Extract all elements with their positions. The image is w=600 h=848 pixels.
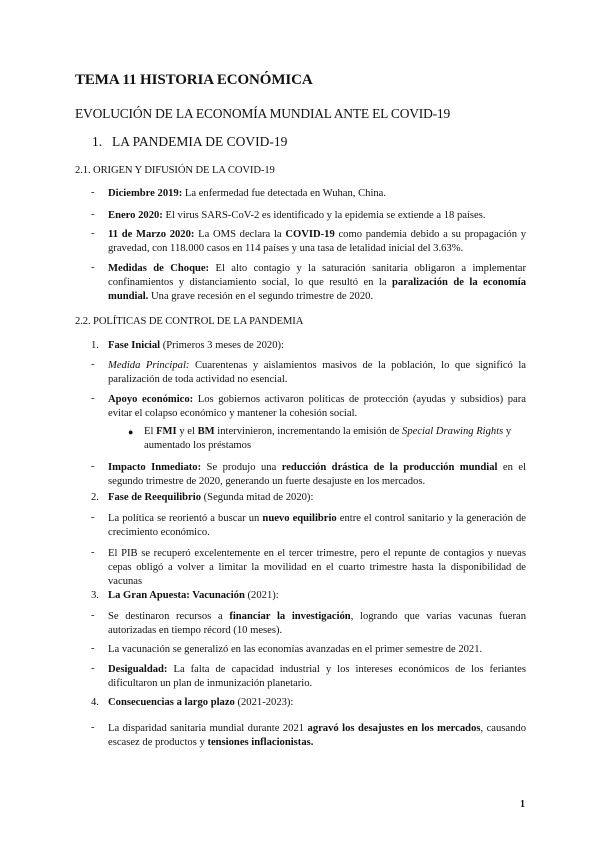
item-emphasis: agravó los desajustes en los mercados	[307, 723, 481, 734]
item-text: La enfermedad fue detectada en Wuhan, China.	[182, 188, 387, 199]
bullet-dash: -	[91, 610, 95, 621]
phase-heading-4	[91, 697, 293, 708]
phase3-item-funding	[108, 610, 526, 638]
item-emphasis: COVID-19	[285, 229, 335, 240]
item-text: La vacunación se generalizó en las economías avanzadas en el primer semestre de 2021.	[108, 644, 483, 655]
item-text: El PIB se recuperó excelentemente en el tercer trimestre, pero el repunte de contagios y nuevas cepas obligó a volver a limitar la movilidad en el cuarto trimestre hasta la disponibilidad de vacunas	[108, 548, 526, 587]
bullet-dash: -	[91, 359, 95, 370]
item-text: como pandemia debido a su propagación y gravedad, con 118.000 casos en 114 países y una tasa de letalidad inicial del 3.63%.	[108, 229, 526, 254]
item-text: El	[144, 426, 157, 437]
phase-number: 3.	[91, 590, 99, 601]
bullet-dash: -	[91, 663, 95, 674]
phase-heading-3	[91, 590, 279, 601]
item-text: entre el control sanitario y la generación de crecimiento económico.	[108, 513, 526, 538]
item-term: Diciembre 2019:	[108, 188, 183, 199]
phase1-item-measure	[108, 359, 526, 387]
item-text: , causando escasez de productos y	[108, 723, 526, 748]
phase-heading-1	[91, 340, 284, 351]
subsection-heading-2-1: 2.1. ORIGEN Y DIFUSIÓN DE LA COVID-19	[75, 165, 275, 176]
bullet-dash: -	[91, 461, 95, 472]
item-text: Una grave recesión en el segundo trimestre de 2020.	[148, 291, 374, 302]
phase-title: La Gran Apuesta: Vacunación	[108, 590, 245, 601]
phase-number: 4.	[91, 697, 99, 708]
item-text: La política se reorientó a buscar un	[108, 513, 263, 524]
bullet-dot: ●	[128, 427, 134, 437]
item-term: Medida Principal:	[108, 360, 190, 371]
phase-number: 1.	[91, 340, 99, 351]
item-text: en el segundo trimestre de 2020, generando un fuerte desajuste en los mercados.	[108, 462, 526, 487]
bullet-dash: -	[91, 228, 95, 239]
phase-number: 2.	[91, 492, 99, 503]
phase-title: Consecuencias a largo plazo	[108, 697, 235, 708]
item-term: Desigualdad:	[108, 664, 168, 675]
item-text: Los gobiernos activaron políticas de protección (ayudas y subsidios) para evitar el colapso económico y mantener la cohesión social.	[108, 394, 526, 419]
phase-period: (2021):	[244, 590, 279, 601]
bullet-dash: -	[91, 393, 95, 404]
phase1-item-impact	[108, 461, 526, 489]
bullet-dash: -	[91, 262, 95, 273]
phase1-subitem-imf	[144, 425, 526, 453]
phase-title: Fase de Reequilibrio	[108, 492, 201, 503]
bullet-dash: -	[91, 209, 95, 220]
item-text: El virus SARS-CoV-2 es identificado y la epidemia se extiende a 18 países.	[162, 210, 486, 221]
item-emphasis: tensiones inflacionistas.	[207, 737, 314, 748]
origin-item-jan-2020	[108, 209, 526, 223]
phase-period: (Segunda mitad de 2020):	[201, 492, 314, 503]
subsection-heading-2-2: 2.2. POLÍTICAS DE CONTROL DE LA PANDEMIA	[75, 316, 304, 327]
origin-item-dec-2019	[108, 187, 526, 201]
bullet-dash: -	[91, 512, 95, 523]
bullet-dash: -	[91, 547, 95, 558]
item-emphasis: paralización de la economía mundial.	[108, 277, 527, 302]
item-text: y aumentado los préstamos	[144, 426, 512, 451]
item-emphasis: nuevo equilibrio	[262, 513, 337, 524]
phase-period: (Primeros 3 meses de 2020):	[160, 340, 284, 351]
item-text: , logrando que varias vacunas fueran autorizadas en tiempo récord (10 meses).	[108, 611, 526, 636]
item-emphasis: BM	[197, 426, 215, 437]
phase-period: (2021-2023):	[234, 697, 294, 708]
item-term: Enero 2020:	[108, 210, 163, 221]
origin-item-measures	[108, 262, 526, 304]
phase3-item-vaccination	[108, 643, 526, 657]
item-text: El alto contagio y la saturación sanitaria obligaron a implementar confinamientos y distanciamiento social, lo que resultó en la	[108, 263, 527, 288]
item-emphasis: FMI	[156, 426, 177, 437]
item-text: La OMS declara la	[194, 229, 286, 240]
bullet-dash: -	[91, 643, 95, 654]
section-label: LA PANDEMIA DE COVID-19	[112, 134, 288, 149]
phase2-item-policy	[108, 512, 526, 540]
phase-title: Fase Inicial	[108, 340, 161, 351]
phase4-item-disparity	[108, 722, 526, 750]
document-title: TEMA 11 HISTORIA ECONÓMICA	[75, 72, 313, 88]
bullet-dash: -	[91, 722, 95, 733]
item-text: intervinieron, incrementando la emisión de	[214, 426, 403, 437]
item-text: Cuarentenas y aislamientos masivos de la población, lo que significó la paralización de toda actividad no esencial.	[108, 360, 526, 385]
item-emphasis: reducción drástica de la producción mundial	[281, 462, 498, 473]
item-emphasis: financiar la investigación	[229, 611, 351, 622]
item-text: La disparidad sanitaria mundial durante 2021	[108, 723, 308, 734]
phase1-item-support	[108, 393, 526, 421]
item-term: Apoyo económico:	[108, 394, 194, 405]
document-subtitle: EVOLUCIÓN DE LA ECONOMÍA MUNDIAL ANTE EL COVID-19	[75, 106, 451, 121]
item-text: La falta de capacidad industrial y los intereses económicos de los feriantes dificultaron un plan de inmunización planetario.	[108, 664, 526, 689]
item-term: Impacto Inmediato:	[108, 462, 202, 473]
page-number: 1	[520, 799, 525, 810]
origin-item-mar-2020	[108, 228, 526, 256]
phase-heading-2	[91, 492, 313, 503]
item-text: Se destinaron recursos a	[108, 611, 230, 622]
bullet-dash: -	[91, 187, 95, 198]
item-term: 11 de Marzo 2020:	[108, 229, 195, 240]
item-term: Medidas de Choque:	[108, 263, 210, 274]
item-text: Se produjo una	[201, 462, 282, 473]
phase2-item-gdp	[108, 547, 526, 589]
item-text: y el	[176, 426, 198, 437]
section-number: 1.	[92, 134, 103, 149]
phase3-item-inequality	[108, 663, 526, 691]
section-heading-1	[92, 134, 287, 150]
item-italic: Special Drawing Rights	[402, 426, 504, 437]
